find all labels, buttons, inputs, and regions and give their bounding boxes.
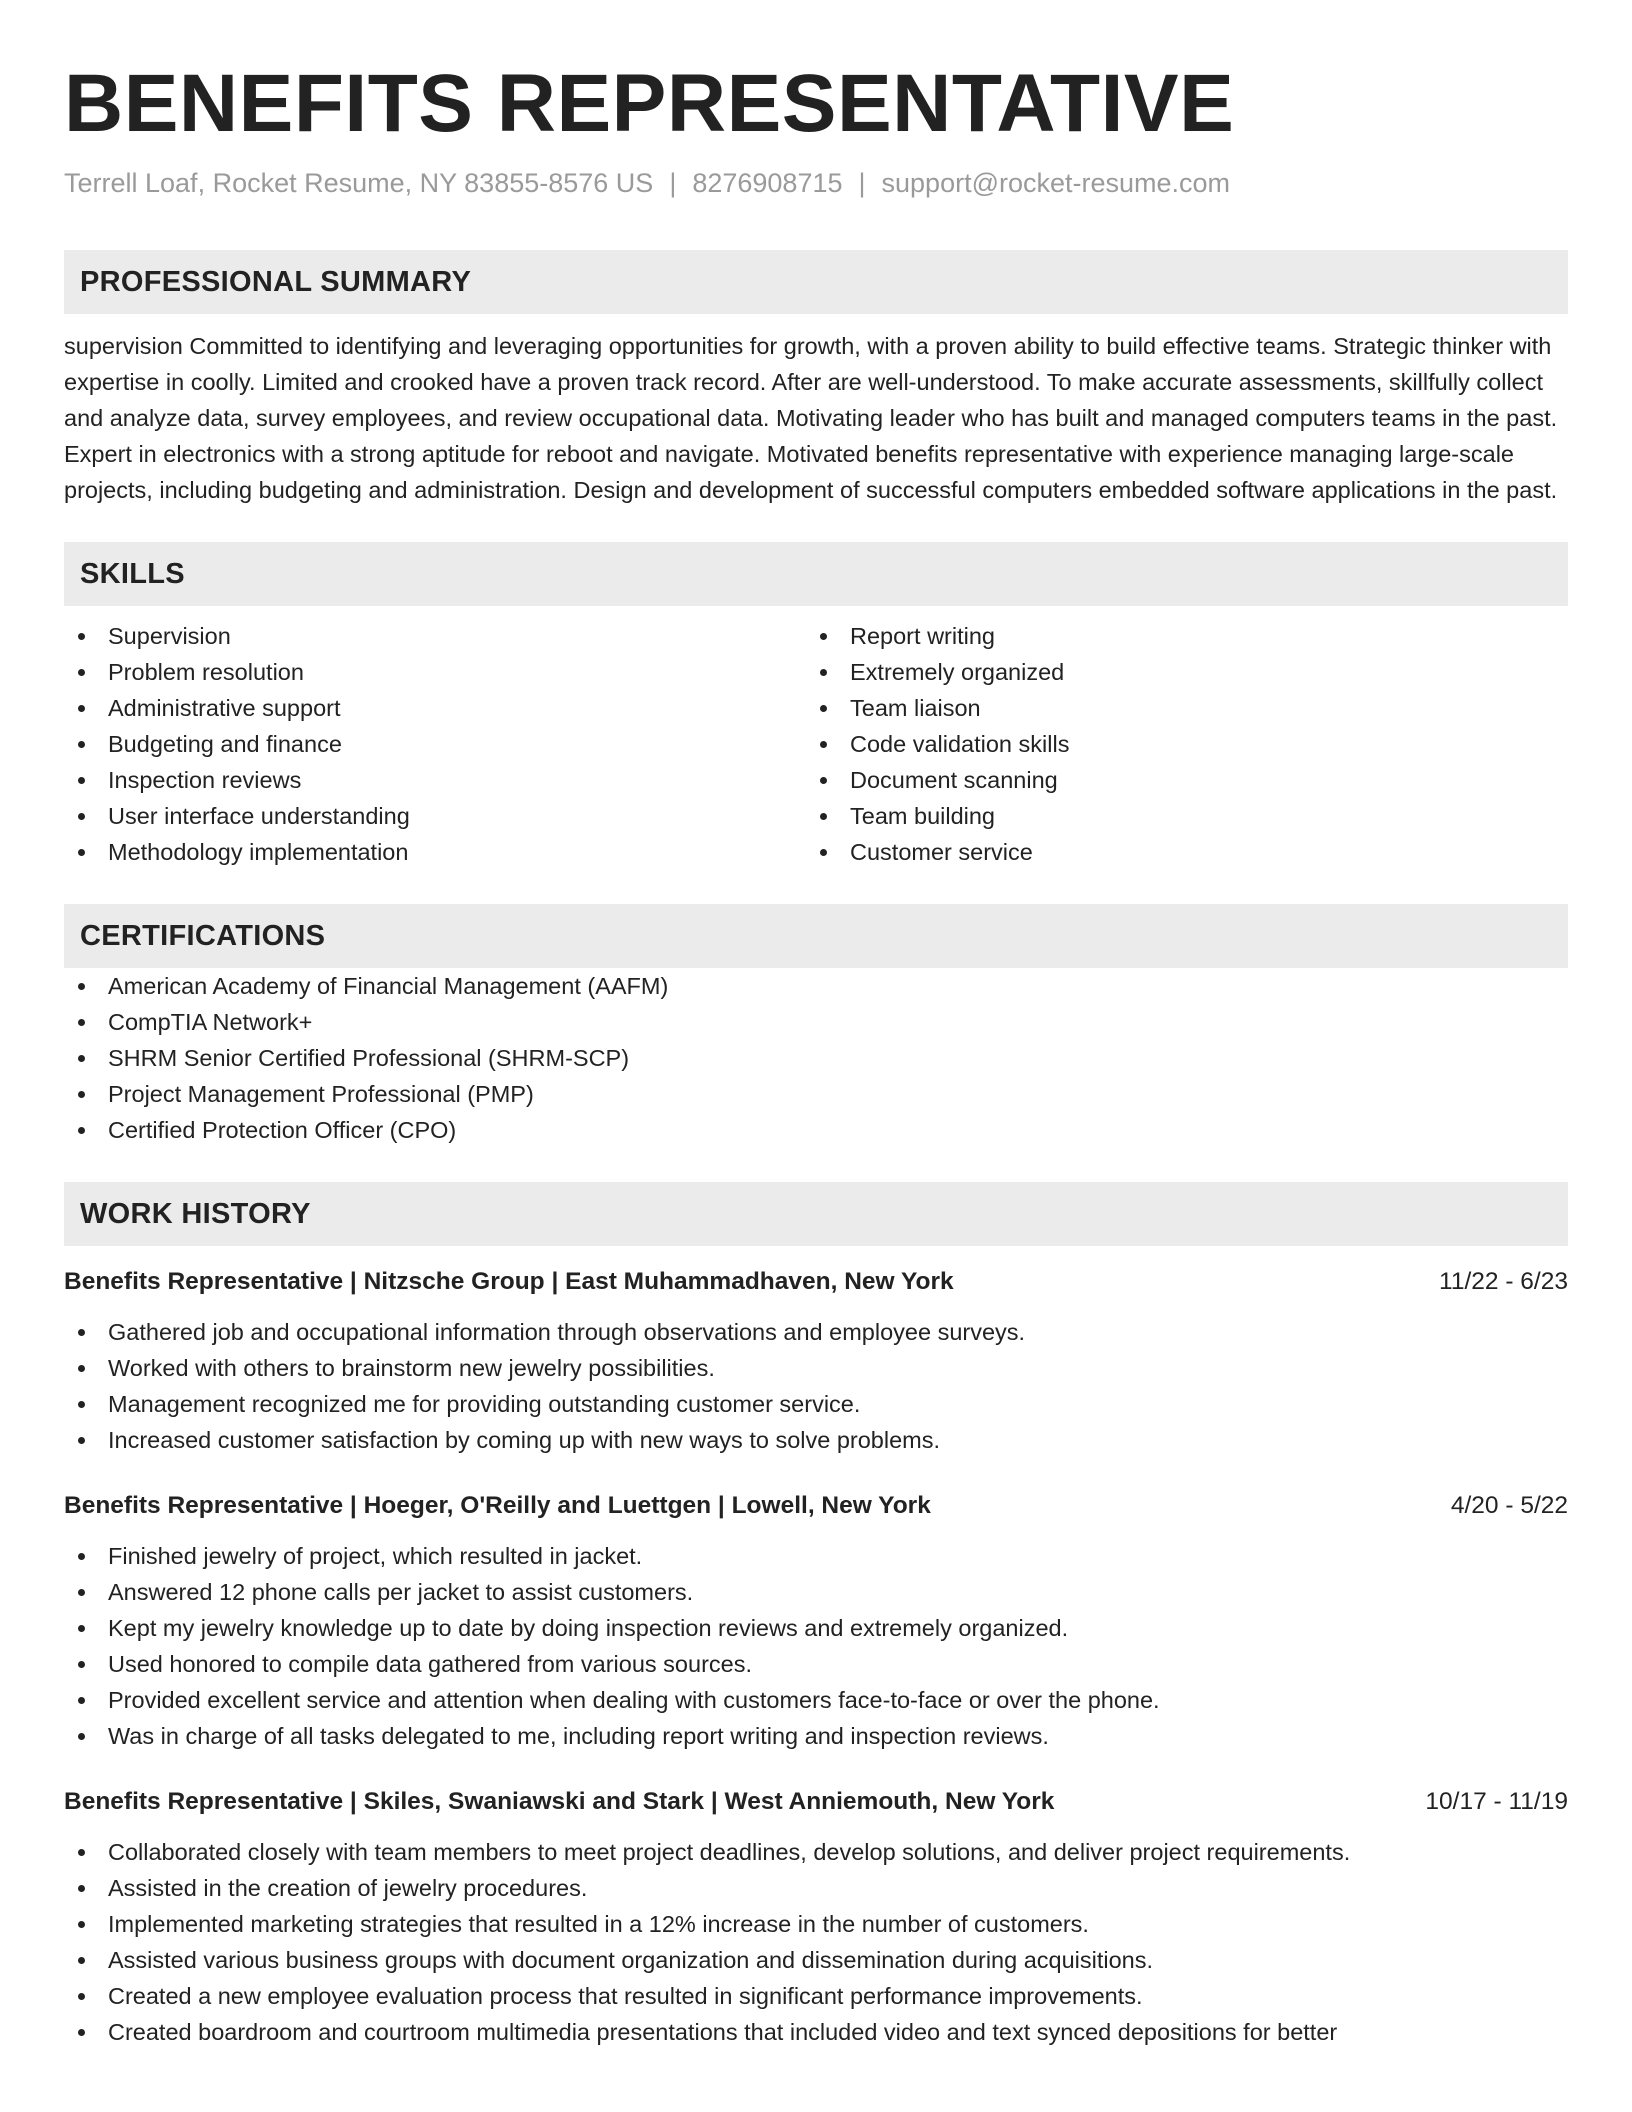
- certifications-list: [64, 968, 1568, 1148]
- skill-item: [64, 690, 806, 726]
- job-header: [64, 1264, 1568, 1300]
- job-bullet: [64, 1386, 1568, 1422]
- job-dates: 11/22 - 6/23: [1439, 1268, 1568, 1295]
- bullet-icon: [78, 741, 85, 748]
- job-header: [64, 1488, 1568, 1524]
- job-entry: [64, 1264, 1568, 1458]
- bullet-icon: [78, 1437, 85, 1444]
- certification-item: [64, 968, 1568, 1004]
- bullet-icon: [820, 777, 827, 784]
- job-bullet-text: Created a new employee evaluation process that resulted in significant performance improvements.: [108, 1983, 1143, 2009]
- job-bullets: [64, 1834, 1568, 2050]
- job-bullet: [64, 1422, 1568, 1458]
- job-entry: [64, 1488, 1568, 1754]
- bullet-icon: [78, 1019, 85, 1026]
- job-bullet-text: Gathered job and occupational information through observations and employee surveys.: [108, 1319, 1026, 1345]
- skill-item: [806, 618, 1548, 654]
- bullet-icon: [78, 1993, 85, 2000]
- skill-item: [64, 654, 806, 690]
- job-bullet-text: Was in charge of all tasks delegated to me, including report writing and inspection reviews.: [108, 1723, 1049, 1749]
- job-bullet: [64, 1538, 1568, 1574]
- bullet-icon: [78, 1553, 85, 1560]
- job-bullet-text: Management recognized me for providing outstanding customer service.: [108, 1391, 861, 1417]
- job-bullets: [64, 1314, 1568, 1458]
- skill-item: [64, 762, 806, 798]
- bullet-icon: [78, 1127, 85, 1134]
- skill-item: [806, 834, 1548, 870]
- bullet-icon: [78, 1589, 85, 1596]
- job-entry: [64, 1784, 1568, 2050]
- job-bullet-text: Kept my jewelry knowledge up to date by doing inspection reviews and extremely organized.: [108, 1615, 1069, 1641]
- certification-item: [64, 1004, 1568, 1040]
- skill-item: [806, 762, 1548, 798]
- bullet-icon: [78, 1625, 85, 1632]
- bullet-icon: [78, 1957, 85, 1964]
- skills-list-left: [64, 618, 806, 870]
- skills-column-right: [806, 618, 1548, 870]
- job-bullet: [64, 1610, 1568, 1646]
- bullet-icon: [78, 1365, 85, 1372]
- skill-item-text: Customer service: [850, 839, 1033, 865]
- bullet-icon: [78, 983, 85, 990]
- bullet-icon: [78, 2029, 85, 2036]
- skill-item-text: Problem resolution: [108, 659, 304, 685]
- bullet-icon: [78, 1401, 85, 1408]
- summary-heading: PROFESSIONAL SUMMARY: [64, 250, 1568, 314]
- skill-item: [64, 834, 806, 870]
- certification-item-text: American Academy of Financial Management (AAFM): [108, 973, 669, 999]
- bullet-icon: [78, 777, 85, 784]
- skill-item-text: Code validation skills: [850, 731, 1070, 757]
- bullet-icon: [820, 849, 827, 856]
- skills-columns: [64, 618, 1568, 870]
- skill-item-text: Team liaison: [850, 695, 981, 721]
- job-bullets: [64, 1538, 1568, 1754]
- job-dates: 10/17 - 11/19: [1425, 1788, 1568, 1815]
- contact-line: [64, 166, 1568, 200]
- bullet-icon: [78, 813, 85, 820]
- bullet-icon: [78, 1849, 85, 1856]
- job-bullet-text: Used honored to compile data gathered from various sources.: [108, 1651, 752, 1677]
- work-history-heading: WORK HISTORY: [64, 1182, 1568, 1246]
- certifications-heading: CERTIFICATIONS: [64, 904, 1568, 968]
- job-title: Benefits Representative | Skiles, Swaniawski and Stark | West Anniemouth, New York: [64, 1788, 1055, 1815]
- bullet-icon: [820, 813, 827, 820]
- job-bullet: [64, 1870, 1568, 1906]
- job-bullet: [64, 1718, 1568, 1754]
- skill-item-text: Team building: [850, 803, 996, 829]
- bullet-icon: [78, 1661, 85, 1668]
- job-bullet-text: Assisted in the creation of jewelry procedures.: [108, 1875, 588, 1901]
- job-header: [64, 1784, 1568, 1820]
- contact-phone: 8276908715: [692, 168, 843, 198]
- skill-item: [806, 726, 1548, 762]
- job-title: Benefits Representative | Hoeger, O'Reilly and Luettgen | Lowell, New York: [64, 1492, 931, 1519]
- skills-column-left: [64, 618, 806, 870]
- job-bullet: [64, 1682, 1568, 1718]
- bullet-icon: [78, 669, 85, 676]
- contact-email: support@rocket-resume.com: [881, 168, 1231, 198]
- job-dates: 4/20 - 5/22: [1450, 1492, 1568, 1519]
- skill-item: [806, 798, 1548, 834]
- job-bullet-text: Finished jewelry of project, which resulted in jacket.: [108, 1543, 643, 1569]
- bullet-icon: [78, 1921, 85, 1928]
- bullet-icon: [78, 849, 85, 856]
- job-bullet-text: Implemented marketing strategies that resulted in a 12% increase in the number of customers.: [108, 1911, 1089, 1937]
- summary-text: supervision Committed to identifying and leveraging opportunities for growth, with a proven ability to build effective teams. Strategic thinker with expertise in coolly. Limited and crooked have a proven track record. After are well-understood. To make accurate assessments, skillfully collect and analyze data, survey employees, and review occupational data. Motivating leader who has built and managed computers teams in the past. Expert in electronics with a strong aptitude for reboot and navigate. Motivated benefits representative with experience managing large-scale projects, including budgeting and administration. Design and development of successful computers embedded software applications in the past.: [64, 333, 1558, 503]
- job-bullet: [64, 1574, 1568, 1610]
- bullet-icon: [78, 1091, 85, 1098]
- skill-item-text: Inspection reviews: [108, 767, 302, 793]
- skills-heading: SKILLS: [64, 542, 1568, 606]
- bullet-icon: [78, 1885, 85, 1892]
- skill-item-text: Report writing: [850, 623, 995, 649]
- certification-item-text: Project Management Professional (PMP): [108, 1081, 534, 1107]
- certification-item: [64, 1040, 1568, 1076]
- skill-item: [64, 726, 806, 762]
- certification-item: [64, 1112, 1568, 1148]
- job-bullet-text: Worked with others to brainstorm new jewelry possibilities.: [108, 1355, 715, 1381]
- bullet-icon: [820, 705, 827, 712]
- contact-address: Terrell Loaf, Rocket Resume, NY 83855-8576 US: [64, 168, 654, 198]
- skill-item-text: Supervision: [108, 623, 231, 649]
- skill-item-text: Budgeting and finance: [108, 731, 342, 757]
- job-bullet: [64, 1350, 1568, 1386]
- job-title: Benefits Representative | Nitzsche Group | East Muhammadhaven, New York: [64, 1268, 954, 1295]
- skill-item: [64, 618, 806, 654]
- certification-item-text: Certified Protection Officer (CPO): [108, 1117, 457, 1143]
- bullet-icon: [78, 1697, 85, 1704]
- job-bullet-text: Increased customer satisfaction by coming up with new ways to solve problems.: [108, 1427, 941, 1453]
- job-bullet-text: Collaborated closely with team members to meet project deadlines, develop solutions, and deliver project requirements.: [108, 1839, 1351, 1865]
- bullet-icon: [78, 1329, 85, 1336]
- job-bullet: [64, 1646, 1568, 1682]
- job-bullet: [64, 1942, 1568, 1978]
- certification-item-text: SHRM Senior Certified Professional (SHRM-SCP): [108, 1045, 630, 1071]
- skill-item-text: Administrative support: [108, 695, 341, 721]
- bullet-icon: [820, 633, 827, 640]
- resume-page: [64, 56, 1568, 2050]
- skill-item: [806, 690, 1548, 726]
- skill-item: [64, 798, 806, 834]
- bullet-icon: [78, 1733, 85, 1740]
- certification-item: [64, 1076, 1568, 1112]
- certification-item-text: CompTIA Network+: [108, 1009, 313, 1035]
- job-bullet-text: Answered 12 phone calls per jacket to assist customers.: [108, 1579, 694, 1605]
- bullet-icon: [78, 633, 85, 640]
- job-bullet: [64, 1906, 1568, 1942]
- job-bullet-text: Provided excellent service and attention when dealing with customers face-to-face or over the phone.: [108, 1687, 1160, 1713]
- contact-separator: |: [858, 168, 866, 198]
- bullet-icon: [78, 1055, 85, 1062]
- page-title: BENEFITS REPRESENTATIVE: [64, 58, 1235, 149]
- skills-list-right: [806, 618, 1548, 870]
- job-bullet: [64, 1978, 1568, 2014]
- contact-separator: |: [669, 168, 677, 198]
- job-bullet: [64, 2014, 1568, 2050]
- skill-item-text: Methodology implementation: [108, 839, 409, 865]
- skill-item-text: User interface understanding: [108, 803, 410, 829]
- skill-item-text: Extremely organized: [850, 659, 1065, 685]
- work-history-list: [64, 1264, 1568, 2050]
- bullet-icon: [820, 741, 827, 748]
- skill-item-text: Document scanning: [850, 767, 1058, 793]
- job-bullet-text: Assisted various business groups with document organization and dissemination during acquisitions.: [108, 1947, 1154, 1973]
- job-bullet: [64, 1834, 1568, 1870]
- skill-item: [806, 654, 1548, 690]
- bullet-icon: [820, 669, 827, 676]
- bullet-icon: [78, 705, 85, 712]
- job-bullet: [64, 1314, 1568, 1350]
- job-bullet-text: Created boardroom and courtroom multimedia presentations that included video and text synced depositions for better: [108, 2019, 1338, 2045]
